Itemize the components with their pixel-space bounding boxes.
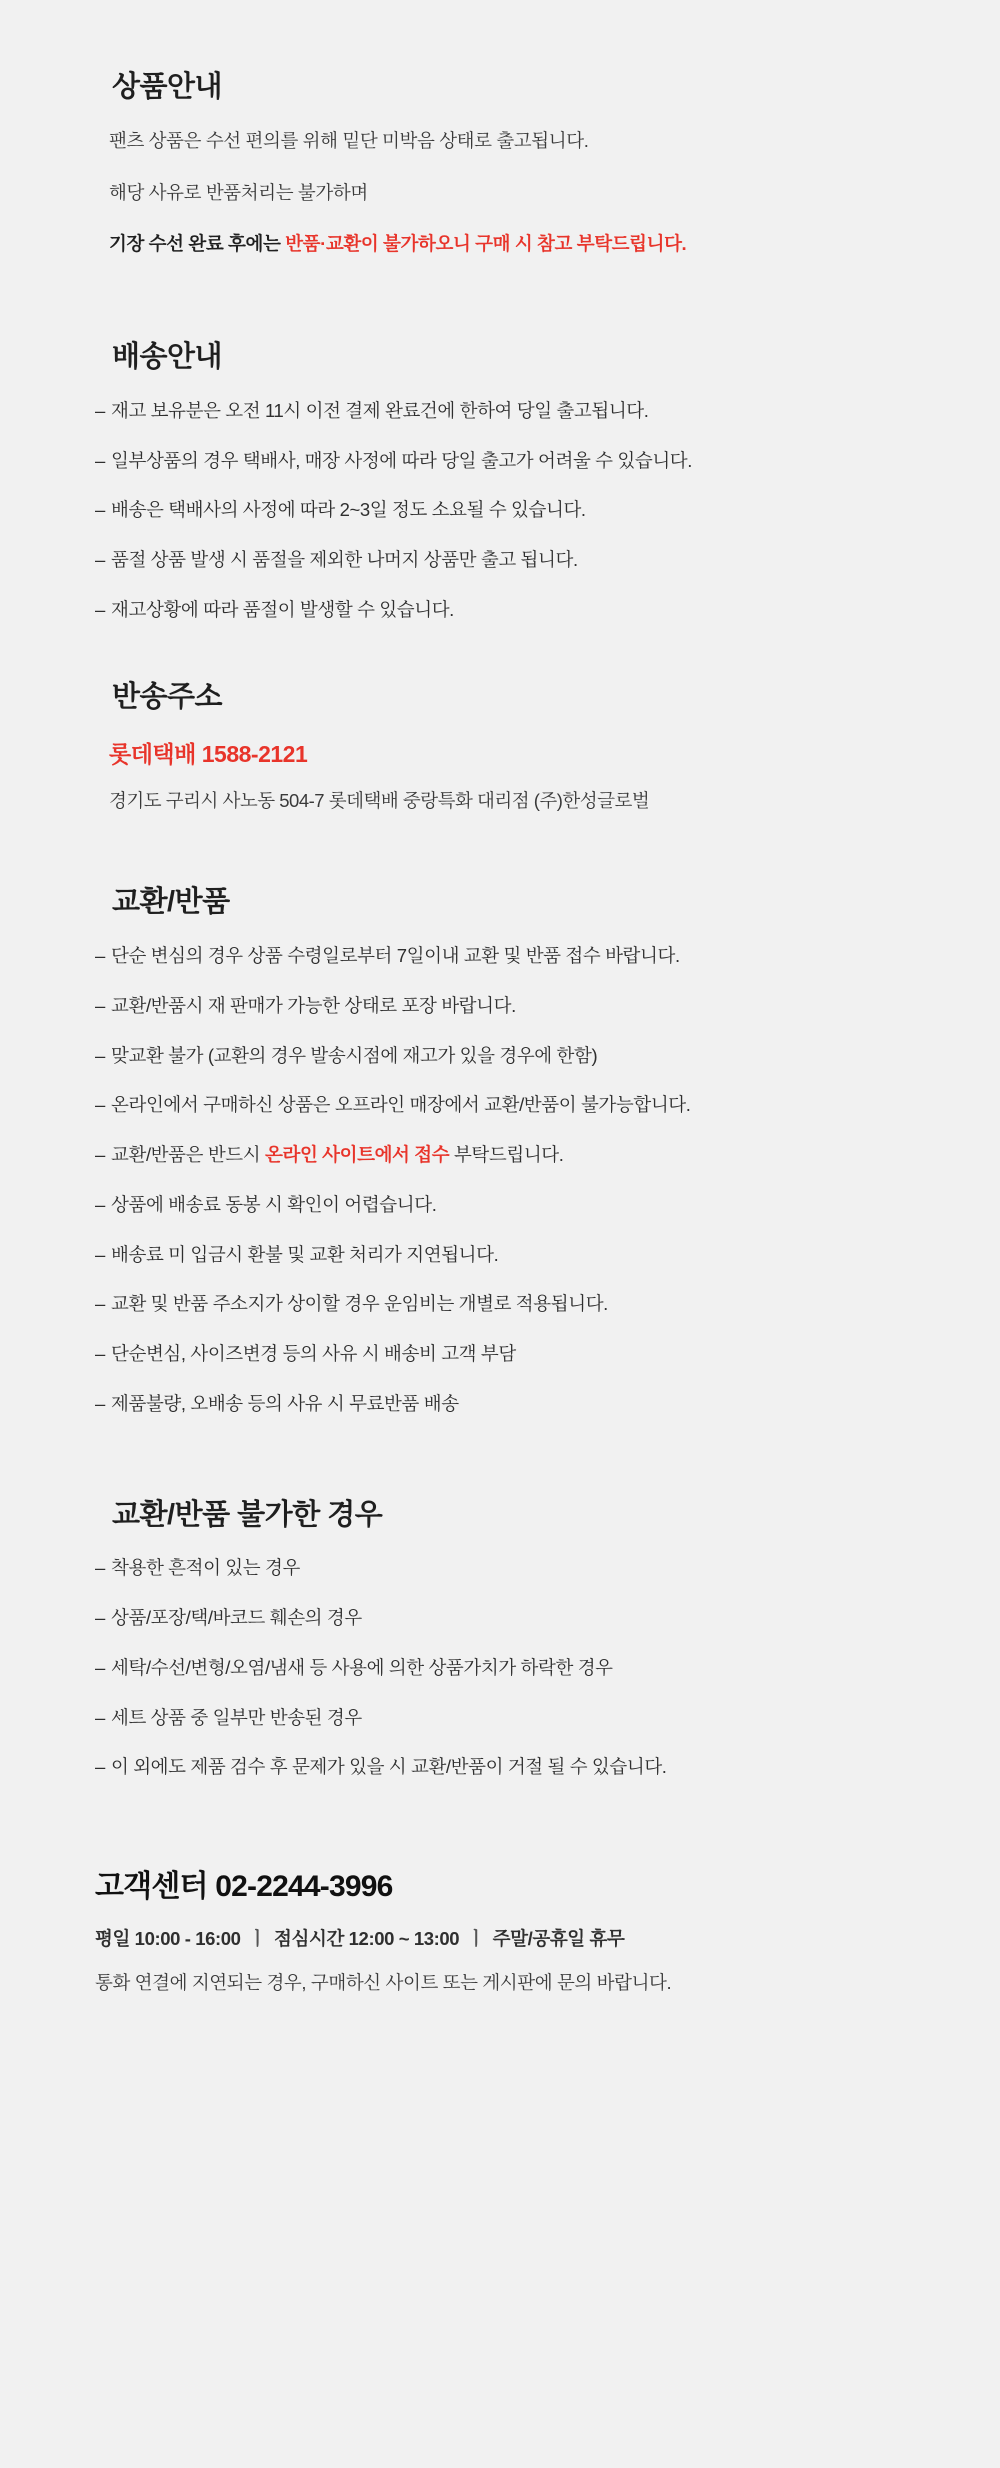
not-allowed-heading: 교환/반품 불가한 경우	[112, 1498, 383, 1531]
dash-bullet: –	[95, 499, 105, 521]
list-item	[95, 1704, 905, 1732]
product-notice-line-3-highlight: 반품·교환이 불가하오니 구매 시 참고 부탁드립니다.	[285, 233, 687, 255]
shipping-item-1: 재고 보유분은 오전 11시 이전 결제 완료건에 한하여 당일 출고됩니다.	[111, 399, 649, 421]
exchange-item-5-prefix: 교환/반품은 반드시	[111, 1144, 265, 1166]
dash-bullet: –	[95, 1756, 105, 1778]
dash-bullet: –	[95, 1243, 105, 1265]
dash-bullet: –	[95, 1706, 105, 1728]
separator: ㅣ	[467, 1928, 485, 1950]
list-item	[95, 1604, 905, 1632]
product-notice-line-3	[109, 230, 905, 258]
exchange-item-4: 온라인에서 구매하신 상품은 오프라인 매장에서 교환/반품이 불가능합니다.	[111, 1094, 691, 1116]
dash-bullet: –	[95, 1293, 105, 1315]
exchange-item-3: 맞교환 불가 (교환의 경우 발송시점에 재고가 있을 경우에 한함)	[111, 1044, 598, 1066]
section-customer-center	[95, 1861, 905, 1995]
dash-bullet: –	[95, 1343, 105, 1365]
shipping-item-2: 일부상품의 경우 택배사, 매장 사정에 따라 당일 출고가 어려울 수 있습니다.	[111, 449, 693, 471]
exchange-item-1: 단순 변심의 경우 상품 수령일로부터 7일이내 교환 및 반품 접수 바랍니다.	[111, 945, 680, 967]
shipping-list	[95, 397, 905, 624]
dash-bullet: –	[95, 1392, 105, 1414]
dash-bullet: –	[95, 945, 105, 967]
not-allowed-item-1: 착용한 흔적이 있는 경우	[111, 1557, 300, 1579]
dash-bullet: –	[95, 1607, 105, 1629]
not-allowed-item-5: 이 외에도 제품 검수 후 문제가 있을 시 교환/반품이 거절 될 수 있습니다.	[111, 1756, 667, 1778]
list-item	[95, 1753, 905, 1781]
spacer	[95, 282, 905, 340]
not-allowed-item-2: 상품/포장/택/바코드 훼손의 경우	[111, 1607, 362, 1629]
hours-lunch: 점심시간 12:00 ~ 13:00	[274, 1928, 460, 1950]
list-item	[95, 942, 905, 970]
list-item	[95, 447, 905, 475]
list-item	[95, 1390, 905, 1418]
return-address-detail: 경기도 구리시 사노동 504-7 롯데택배 중랑특화 대리점 (주)한성글로벌	[109, 790, 650, 812]
list-item	[95, 496, 905, 524]
exchange-item-6: 상품에 배송료 동봉 시 확인이 어렵습니다.	[111, 1193, 437, 1215]
section-product-notice	[95, 70, 905, 258]
exchange-item-5-highlight: 온라인 사이트에서 접수	[265, 1144, 450, 1166]
section-return-address	[95, 680, 905, 814]
shipping-item-5: 재고상황에 따라 품절이 발생할 수 있습니다.	[111, 598, 454, 620]
section-exchange-return	[95, 885, 905, 1417]
dash-bullet: –	[95, 1557, 105, 1579]
product-notice-line-3-prefix: 기장 수선 완료 후에는	[109, 233, 286, 255]
dash-bullet: –	[95, 994, 105, 1016]
list-item	[95, 1554, 905, 1582]
exchange-return-heading: 교환/반품	[112, 886, 230, 919]
exchange-return-list	[95, 942, 905, 1418]
customer-center-title: 고객센터 02-2244-3996	[95, 1870, 393, 1904]
dash-bullet: –	[95, 1656, 105, 1678]
list-item	[95, 546, 905, 574]
hours-weekend: 주말/공휴일 휴무	[492, 1928, 625, 1950]
exchange-item-8: 교환 및 반품 주소지가 상이할 경우 운임비는 개별로 적용됩니다.	[111, 1293, 608, 1315]
product-notice-line-1: 팬츠 상품은 수선 편의를 위해 밑단 미박음 상태로 출고됩니다.	[109, 129, 589, 151]
list-item	[95, 992, 905, 1020]
spacer	[95, 1803, 905, 1861]
not-allowed-item-4: 세트 상품 중 일부만 반송된 경우	[111, 1706, 362, 1728]
section-not-allowed	[95, 1498, 905, 1782]
product-notice-heading: 상품안내	[112, 71, 223, 103]
customer-center-note: 통화 연결에 지연되는 경우, 구매하신 사이트 또는 게시판에 문의 바랍니다.	[95, 1972, 672, 1994]
separator: ㅣ	[248, 1928, 267, 1950]
return-address-heading: 반송주소	[112, 680, 223, 713]
exchange-item-9: 단순변심, 사이즈변경 등의 사유 시 배송비 고객 부담	[111, 1343, 516, 1365]
product-notice-line-2: 해당 사유로 반품처리는 불가하며	[109, 181, 368, 203]
list-item	[95, 1290, 905, 1318]
dash-bullet: –	[95, 1144, 105, 1166]
exchange-item-10: 제품불량, 오배송 등의 사유 시 무료반품 배송	[111, 1392, 459, 1414]
section-shipping	[95, 340, 905, 624]
not-allowed-list	[95, 1554, 905, 1781]
spacer	[95, 646, 905, 680]
list-item-highlight	[95, 1141, 905, 1169]
exchange-item-7: 배송료 미 입금시 환불 및 교환 처리가 지연됩니다.	[111, 1243, 499, 1265]
list-item	[95, 1654, 905, 1682]
shipping-heading: 배송안내	[112, 341, 223, 374]
exchange-item-5-suffix: 부탁드립니다.	[449, 1144, 564, 1166]
dash-bullet: –	[95, 549, 105, 571]
list-item	[95, 397, 905, 425]
hours-weekday: 평일 10:00 - 16:00	[95, 1928, 241, 1950]
list-item	[95, 596, 905, 624]
list-item	[95, 1091, 905, 1119]
list-item	[95, 1340, 905, 1368]
dash-bullet: –	[95, 399, 105, 421]
shipping-item-3: 배송은 택배사의 사정에 따라 2~3일 정도 소요될 수 있습니다.	[111, 499, 586, 521]
return-address-courier: 롯데택배 1588-2121	[109, 741, 308, 768]
dash-bullet: –	[95, 598, 105, 620]
list-item	[95, 1241, 905, 1269]
list-item	[95, 1042, 905, 1070]
dash-bullet: –	[95, 1044, 105, 1066]
spacer	[95, 1440, 905, 1498]
dash-bullet: –	[95, 1193, 105, 1215]
not-allowed-item-3: 세탁/수선/변형/오염/냄새 등 사용에 의한 상품가치가 하락한 경우	[111, 1656, 613, 1678]
exchange-item-2: 교환/반품시 재 판매가 가능한 상태로 포장 바랍니다.	[111, 994, 516, 1016]
shipping-item-4: 품절 상품 발생 시 품절을 제외한 나머지 상품만 출고 됩니다.	[111, 549, 578, 571]
customer-center-hours	[95, 1925, 905, 1951]
product-notice-body	[109, 127, 905, 258]
list-item	[95, 1191, 905, 1219]
spacer	[95, 813, 905, 885]
dash-bullet: –	[95, 1094, 105, 1116]
dash-bullet: –	[95, 449, 105, 471]
